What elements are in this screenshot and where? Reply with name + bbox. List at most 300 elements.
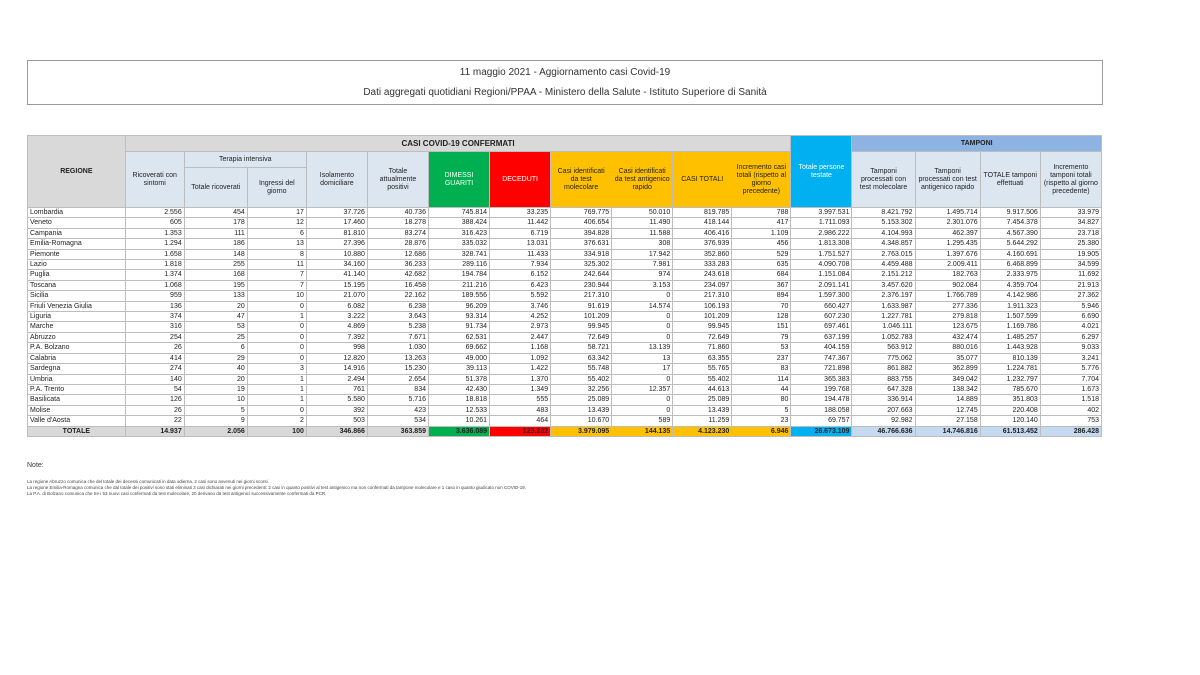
- data-cell: 6.152: [490, 270, 551, 280]
- data-cell: 7: [247, 280, 306, 290]
- data-cell: 0: [612, 332, 673, 342]
- table-row: [28, 301, 1102, 311]
- total-cell: 286.428: [1040, 426, 1101, 436]
- data-cell: 721.898: [791, 364, 852, 374]
- data-cell: 3.997.531: [791, 208, 852, 218]
- data-cell: 69.757: [791, 416, 852, 426]
- title-box: [27, 60, 1103, 105]
- data-cell: 1.227.781: [852, 312, 915, 322]
- region-name: Umbria: [28, 374, 126, 384]
- total-cell: 61.513.452: [980, 426, 1040, 436]
- data-cell: 5.776: [1040, 364, 1101, 374]
- data-cell: 13: [612, 353, 673, 363]
- data-cell: 1.818: [125, 260, 184, 270]
- data-cell: 2.556: [125, 208, 184, 218]
- data-cell: 3.222: [306, 312, 367, 322]
- data-cell: 27.362: [1040, 291, 1101, 301]
- data-cell: 9.033: [1040, 343, 1101, 353]
- data-cell: 51.378: [428, 374, 489, 384]
- table-row: [28, 395, 1102, 405]
- data-cell: 17.460: [306, 218, 367, 228]
- data-cell: 745.814: [428, 208, 489, 218]
- data-cell: 96.209: [428, 301, 489, 311]
- table-row: [28, 270, 1102, 280]
- data-cell: 2.494: [306, 374, 367, 384]
- total-row: [28, 426, 1102, 436]
- data-cell: 1.046.111: [852, 322, 915, 332]
- data-cell: 140: [125, 374, 184, 384]
- data-cell: 660.427: [791, 301, 852, 311]
- data-cell: 50.010: [612, 208, 673, 218]
- data-cell: 761: [306, 384, 367, 394]
- data-cell: 6.082: [306, 301, 367, 311]
- data-cell: 483: [490, 405, 551, 415]
- data-cell: 5.946: [1040, 301, 1101, 311]
- data-cell: 6.468.899: [980, 260, 1040, 270]
- header-persone-testate: Totale persone testate: [791, 136, 852, 208]
- data-cell: 697.461: [791, 322, 852, 332]
- data-cell: 2.151.212: [852, 270, 915, 280]
- data-cell: 4.459.488: [852, 260, 915, 270]
- region-name: Liguria: [28, 312, 126, 322]
- data-cell: 11: [247, 260, 306, 270]
- data-cell: 414: [125, 353, 184, 363]
- data-cell: 5.238: [367, 322, 428, 332]
- data-cell: 81.810: [306, 228, 367, 238]
- data-cell: 11.692: [1040, 270, 1101, 280]
- header-tamponi: TAMPONI: [852, 136, 1102, 152]
- region-name: Molise: [28, 405, 126, 415]
- data-cell: 2.763.015: [852, 249, 915, 259]
- data-cell: 406.654: [551, 218, 612, 228]
- data-cell: 462.397: [915, 228, 980, 238]
- data-cell: 0: [247, 322, 306, 332]
- total-cell: 46.766.636: [852, 426, 915, 436]
- data-cell: 26: [125, 343, 184, 353]
- data-cell: 4.090.708: [791, 260, 852, 270]
- data-cell: 3: [247, 364, 306, 374]
- data-cell: 3.457.620: [852, 280, 915, 290]
- data-cell: 402: [1040, 405, 1101, 415]
- header-casi-totali: CASI TOTALI: [673, 152, 732, 208]
- table-row: [28, 260, 1102, 270]
- data-cell: 83.274: [367, 228, 428, 238]
- data-cell: 365.383: [791, 374, 852, 384]
- covid-data-table: [27, 135, 1102, 437]
- data-cell: 189.556: [428, 291, 489, 301]
- data-cell: 27.396: [306, 239, 367, 249]
- data-cell: 7.671: [367, 332, 428, 342]
- data-cell: 785.670: [980, 384, 1040, 394]
- data-cell: 464: [490, 416, 551, 426]
- data-cell: 1.353: [125, 228, 184, 238]
- data-cell: 336.914: [852, 395, 915, 405]
- data-cell: 182.763: [915, 270, 980, 280]
- data-cell: 39.113: [428, 364, 489, 374]
- data-cell: 362.899: [915, 364, 980, 374]
- data-cell: 11.259: [673, 416, 732, 426]
- data-cell: 114: [732, 374, 791, 384]
- data-cell: 19.905: [1040, 249, 1101, 259]
- table-row: [28, 332, 1102, 342]
- data-cell: 12.686: [367, 249, 428, 259]
- data-cell: 21.913: [1040, 280, 1101, 290]
- total-cell: 123.282: [490, 426, 551, 436]
- data-cell: 1: [247, 395, 306, 405]
- table-row: [28, 384, 1102, 394]
- data-cell: 325.302: [551, 260, 612, 270]
- data-cell: 6.719: [490, 228, 551, 238]
- data-cell: 23.718: [1040, 228, 1101, 238]
- data-cell: 1.658: [125, 249, 184, 259]
- total-cell: 363.859: [367, 426, 428, 436]
- data-cell: 199.768: [791, 384, 852, 394]
- data-cell: 4.359.704: [980, 280, 1040, 290]
- data-cell: 1.052.783: [852, 332, 915, 342]
- data-cell: 769.775: [551, 208, 612, 218]
- data-cell: 456: [732, 239, 791, 249]
- data-cell: 8: [247, 249, 306, 259]
- page-subtitle: Dati aggregati quotidiani Regioni/PPAA - Ministero della Salute - Istituto Superiore di Sanità: [363, 87, 767, 98]
- data-cell: 376.631: [551, 239, 612, 249]
- data-cell: 7.454.378: [980, 218, 1040, 228]
- page-title: 11 maggio 2021 - Aggiornamento casi Covid-19: [459, 67, 671, 78]
- table-row: [28, 374, 1102, 384]
- data-cell: 1.766.789: [915, 291, 980, 301]
- data-cell: 1.518: [1040, 395, 1101, 405]
- region-name: Campania: [28, 228, 126, 238]
- data-cell: 4.348.857: [852, 239, 915, 249]
- region-name: Lombardia: [28, 208, 126, 218]
- data-cell: 12.357: [612, 384, 673, 394]
- data-cell: 11.490: [612, 218, 673, 228]
- data-cell: 2.973: [490, 322, 551, 332]
- data-cell: 351.803: [980, 395, 1040, 405]
- data-cell: 684: [732, 270, 791, 280]
- data-cell: 72.649: [551, 332, 612, 342]
- data-cell: 959: [125, 291, 184, 301]
- data-cell: 17: [612, 364, 673, 374]
- header-regione: REGIONE: [28, 136, 126, 208]
- data-cell: 3.241: [1040, 353, 1101, 363]
- header-deceduti: DECEDUTI: [490, 152, 551, 208]
- data-cell: 5.580: [306, 395, 367, 405]
- notes: [27, 462, 1127, 497]
- data-cell: 6.238: [367, 301, 428, 311]
- region-name: Valle d'Aosta: [28, 416, 126, 426]
- data-cell: 5: [732, 405, 791, 415]
- data-cell: 11.433: [490, 249, 551, 259]
- data-cell: 55.402: [551, 374, 612, 384]
- data-cell: 10.880: [306, 249, 367, 259]
- data-cell: 92.982: [852, 416, 915, 426]
- table-row: [28, 228, 1102, 238]
- data-cell: 19: [184, 384, 247, 394]
- data-cell: 49.000: [428, 353, 489, 363]
- data-cell: 26: [125, 405, 184, 415]
- data-cell: 6: [184, 343, 247, 353]
- total-cell: 14.937: [125, 426, 184, 436]
- data-cell: 40.736: [367, 208, 428, 218]
- table-row: [28, 416, 1102, 426]
- data-cell: 388.424: [428, 218, 489, 228]
- data-cell: 0: [612, 405, 673, 415]
- data-cell: 894: [732, 291, 791, 301]
- data-cell: 237: [732, 353, 791, 363]
- total-cell: 144.135: [612, 426, 673, 436]
- data-cell: 333.283: [673, 260, 732, 270]
- data-cell: 753: [1040, 416, 1101, 426]
- data-cell: 1.168: [490, 343, 551, 353]
- note-line: La regione Emilia-Romagna comunica che dal totale dei positivi sono stati eliminati 3 casi dichiarati nei giorni precedenti: 2 casi in quanto positivi al test antigenico ma non confermati da tampone molecolare e 1 caso in quanto giudicato non COVID-19.: [27, 485, 527, 490]
- data-cell: 243.618: [673, 270, 732, 280]
- data-cell: 12.820: [306, 353, 367, 363]
- data-cell: 21.070: [306, 291, 367, 301]
- data-cell: 6: [247, 228, 306, 238]
- total-cell: 26.673.109: [791, 426, 852, 436]
- data-cell: 902.084: [915, 280, 980, 290]
- data-cell: 1.495.714: [915, 208, 980, 218]
- total-cell: 3.636.089: [428, 426, 489, 436]
- data-cell: 69.662: [428, 343, 489, 353]
- table-row: [28, 208, 1102, 218]
- data-cell: 55.748: [551, 364, 612, 374]
- data-cell: 126: [125, 395, 184, 405]
- data-cell: 25.089: [551, 395, 612, 405]
- data-cell: 2.009.411: [915, 260, 980, 270]
- total-label: TOTALE: [28, 426, 126, 436]
- data-cell: 834: [367, 384, 428, 394]
- data-cell: 432.474: [915, 332, 980, 342]
- data-cell: 810.139: [980, 353, 1040, 363]
- data-cell: 10: [184, 395, 247, 405]
- data-cell: 534: [367, 416, 428, 426]
- data-cell: 0: [247, 301, 306, 311]
- data-cell: 1.370: [490, 374, 551, 384]
- data-cell: 0: [247, 343, 306, 353]
- data-cell: 255: [184, 260, 247, 270]
- header-incremento-casi: Incremento casi totali (rispetto al giorno precedente): [732, 152, 791, 208]
- data-cell: 3.643: [367, 312, 428, 322]
- data-cell: 194.784: [428, 270, 489, 280]
- data-cell: 106.193: [673, 301, 732, 311]
- region-name: Emilia-Romagna: [28, 239, 126, 249]
- data-cell: 63.355: [673, 353, 732, 363]
- data-cell: 605: [125, 218, 184, 228]
- data-cell: 316: [125, 322, 184, 332]
- region-name: P.A. Bolzano: [28, 343, 126, 353]
- table-row: [28, 364, 1102, 374]
- total-cell: 3.979.095: [551, 426, 612, 436]
- data-cell: 4.567.390: [980, 228, 1040, 238]
- data-cell: 217.310: [673, 291, 732, 301]
- total-cell: 100: [247, 426, 306, 436]
- data-cell: 637.199: [791, 332, 852, 342]
- data-cell: 14.889: [915, 395, 980, 405]
- data-cell: 10.261: [428, 416, 489, 426]
- data-cell: 1.443.928: [980, 343, 1040, 353]
- data-cell: 635: [732, 260, 791, 270]
- data-cell: 5.644.292: [980, 239, 1040, 249]
- data-cell: 1.092: [490, 353, 551, 363]
- data-cell: 563.912: [852, 343, 915, 353]
- data-cell: 55.765: [673, 364, 732, 374]
- region-name: Veneto: [28, 218, 126, 228]
- data-cell: 151: [732, 322, 791, 332]
- table-row: [28, 353, 1102, 363]
- data-cell: 394.828: [551, 228, 612, 238]
- data-cell: 22: [125, 416, 184, 426]
- data-cell: 589: [612, 416, 673, 426]
- data-cell: 220.408: [980, 405, 1040, 415]
- data-cell: 4.021: [1040, 322, 1101, 332]
- data-cell: 376.939: [673, 239, 732, 249]
- data-cell: 12.745: [915, 405, 980, 415]
- data-cell: 404.159: [791, 343, 852, 353]
- data-cell: 9.917.506: [980, 208, 1040, 218]
- data-cell: 0: [612, 312, 673, 322]
- table-row: [28, 291, 1102, 301]
- data-cell: 12: [247, 218, 306, 228]
- header-ricoverati: Ricoverati con sintomi: [125, 152, 184, 208]
- data-cell: 9: [184, 416, 247, 426]
- table-row: [28, 239, 1102, 249]
- data-cell: 25.380: [1040, 239, 1101, 249]
- data-cell: 1.813.308: [791, 239, 852, 249]
- data-cell: 352.860: [673, 249, 732, 259]
- data-cell: 998: [306, 343, 367, 353]
- data-cell: 2.376.197: [852, 291, 915, 301]
- data-cell: 607.230: [791, 312, 852, 322]
- header-incremento-tamponi: Incremento tamponi totali (rispetto al giorno precedente): [1040, 152, 1101, 208]
- data-cell: 4.142.986: [980, 291, 1040, 301]
- data-cell: 0: [612, 291, 673, 301]
- total-cell: 14.746.816: [915, 426, 980, 436]
- data-cell: 6.297: [1040, 332, 1101, 342]
- data-cell: 1.109: [732, 228, 791, 238]
- data-cell: 10.670: [551, 416, 612, 426]
- data-cell: 374: [125, 312, 184, 322]
- data-cell: 861.882: [852, 364, 915, 374]
- data-cell: 17: [247, 208, 306, 218]
- data-cell: 22.162: [367, 291, 428, 301]
- data-cell: 101.209: [551, 312, 612, 322]
- data-cell: 194.478: [791, 395, 852, 405]
- data-cell: 47: [184, 312, 247, 322]
- table-row: [28, 343, 1102, 353]
- data-cell: 2.301.076: [915, 218, 980, 228]
- data-cell: 14.916: [306, 364, 367, 374]
- data-cell: 6.690: [1040, 312, 1101, 322]
- data-cell: 29: [184, 353, 247, 363]
- data-cell: 788: [732, 208, 791, 218]
- data-cell: 79: [732, 332, 791, 342]
- data-cell: 254: [125, 332, 184, 342]
- data-cell: 133: [184, 291, 247, 301]
- note-line: La regione Abruzzo comunica che del totale dei decessi comunicati in data odierna, 2 casi sono avvenuti nei giorni scorsi.: [27, 479, 269, 484]
- table-row: [28, 249, 1102, 259]
- table-row: [28, 322, 1102, 332]
- data-cell: 0: [247, 332, 306, 342]
- region-name: Toscana: [28, 280, 126, 290]
- data-cell: 7.704: [1040, 374, 1101, 384]
- data-cell: 1.711.093: [791, 218, 852, 228]
- data-cell: 308: [612, 239, 673, 249]
- data-cell: 18.818: [428, 395, 489, 405]
- data-cell: 242.644: [551, 270, 612, 280]
- data-cell: 5.716: [367, 395, 428, 405]
- data-cell: 234.097: [673, 280, 732, 290]
- header-tamponi-molecolare: Tamponi processati con test molecolare: [852, 152, 915, 208]
- data-cell: 1: [247, 312, 306, 322]
- header-totale-ricoverati: Totale ricoverati: [184, 168, 247, 208]
- data-cell: 367: [732, 280, 791, 290]
- data-cell: 4.160.691: [980, 249, 1040, 259]
- data-cell: 423: [367, 405, 428, 415]
- data-cell: 13.439: [673, 405, 732, 415]
- data-cell: 33.979: [1040, 208, 1101, 218]
- data-cell: 13.263: [367, 353, 428, 363]
- data-cell: 1.422: [490, 364, 551, 374]
- data-cell: 1.597.300: [791, 291, 852, 301]
- data-cell: 1.151.084: [791, 270, 852, 280]
- data-cell: 334.918: [551, 249, 612, 259]
- data-cell: 1.349: [490, 384, 551, 394]
- data-cell: 1.633.987: [852, 301, 915, 311]
- region-name: Calabria: [28, 353, 126, 363]
- data-cell: 44.613: [673, 384, 732, 394]
- data-cell: 25.089: [673, 395, 732, 405]
- data-cell: 71.860: [673, 343, 732, 353]
- data-cell: 5: [184, 405, 247, 415]
- data-cell: 120.140: [980, 416, 1040, 426]
- total-cell: 346.866: [306, 426, 367, 436]
- data-cell: 7.392: [306, 332, 367, 342]
- data-cell: 2: [247, 416, 306, 426]
- header-casi-molecolare: Casi identificati da test molecolare: [551, 152, 612, 208]
- region-name: Sicilia: [28, 291, 126, 301]
- data-cell: 34.827: [1040, 218, 1101, 228]
- data-cell: 27.158: [915, 416, 980, 426]
- data-cell: 20: [184, 374, 247, 384]
- table-row: [28, 405, 1102, 415]
- data-cell: 4.869: [306, 322, 367, 332]
- data-cell: 18.278: [367, 218, 428, 228]
- header-casi-antigenico: Casi identificati da test antigenico rapido: [612, 152, 673, 208]
- data-cell: 529: [732, 249, 791, 259]
- data-cell: 15.195: [306, 280, 367, 290]
- data-cell: 91.734: [428, 322, 489, 332]
- data-cell: 34.160: [306, 260, 367, 270]
- data-cell: 1.485.257: [980, 332, 1040, 342]
- data-cell: 406.416: [673, 228, 732, 238]
- data-cell: 328.741: [428, 249, 489, 259]
- region-name: Basilicata: [28, 395, 126, 405]
- data-cell: 1.911.323: [980, 301, 1040, 311]
- data-cell: 0: [612, 395, 673, 405]
- data-cell: 289.116: [428, 260, 489, 270]
- data-cell: 11.442: [490, 218, 551, 228]
- total-cell: 2.056: [184, 426, 247, 436]
- data-cell: 13.031: [490, 239, 551, 249]
- data-cell: 44: [732, 384, 791, 394]
- data-cell: 819.785: [673, 208, 732, 218]
- data-cell: 2.091.141: [791, 280, 852, 290]
- region-name: Lazio: [28, 260, 126, 270]
- notes-label: Note:: [27, 462, 44, 469]
- data-cell: 136: [125, 301, 184, 311]
- data-cell: 63.342: [551, 353, 612, 363]
